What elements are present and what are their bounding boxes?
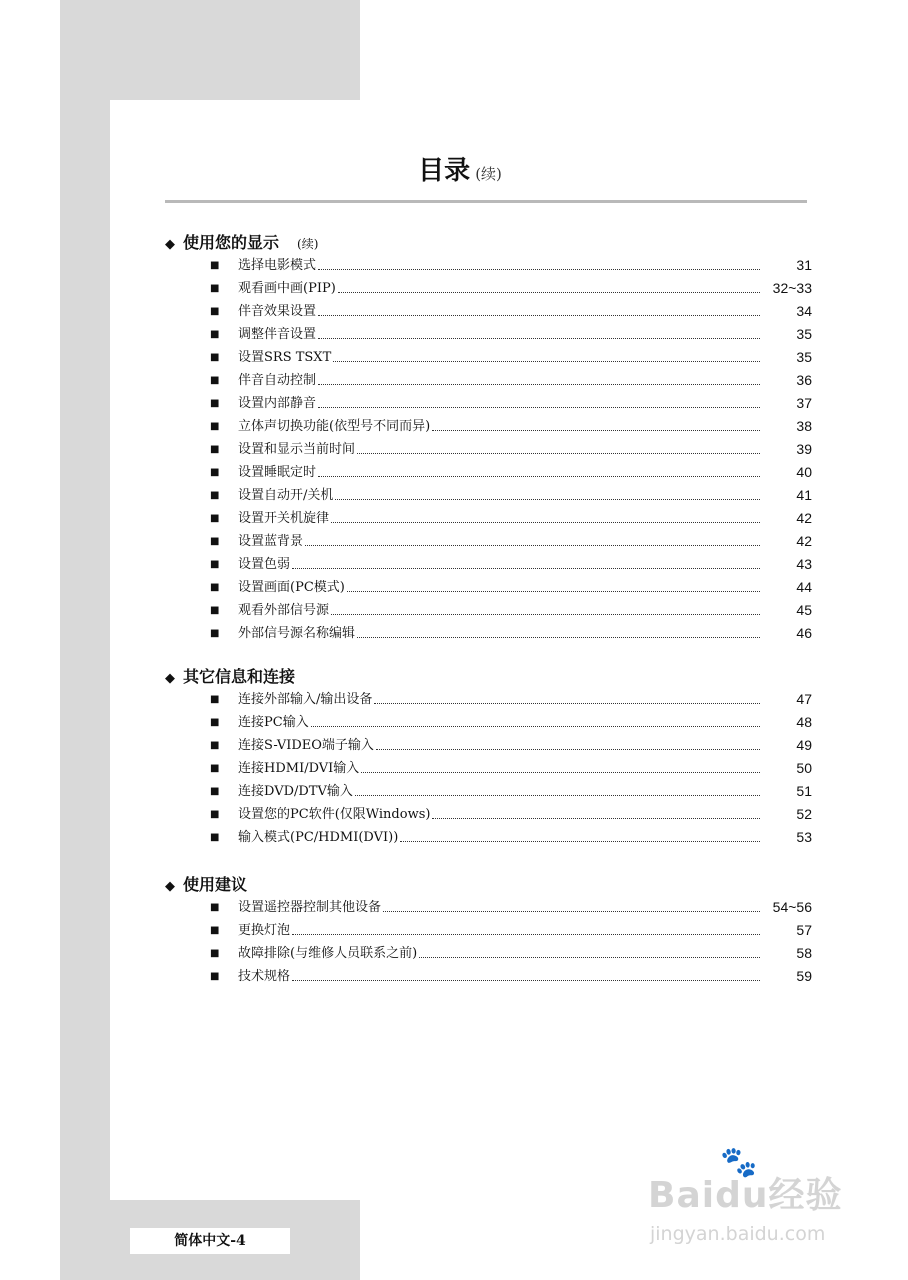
toc-entry[interactable] [210,484,812,507]
dot-leader [311,725,760,727]
dot-leader [292,933,760,935]
toc-entry[interactable] [210,530,812,553]
dot-leader [383,910,760,912]
toc-entry-label: 观看画中画(PIP) [238,281,336,296]
watermark-url: jingyan.baidu.com [650,1223,826,1245]
toc-entry-label: 调整伴音设置 [238,327,317,342]
toc-entry[interactable] [210,553,812,576]
toc-entry[interactable] [210,392,812,415]
toc-entry-label: 输入模式(PC/HDMI(DVI)) [238,830,399,845]
toc-entry-label: 设置您的PC软件(仅限Windows) [238,807,431,822]
toc-entry-page: 51 [796,783,812,799]
toc-entry-page: 35 [796,326,812,342]
square-bullet-icon: ■ [210,375,220,386]
square-bullet-icon: ■ [210,740,220,751]
toc-entry[interactable] [210,254,812,277]
section-heading-text: 使用建议 [183,875,248,894]
toc-entry[interactable] [210,415,812,438]
toc-entry-page: 48 [796,714,812,730]
toc-entry-page: 57 [796,922,812,938]
toc-entry-page: 36 [796,372,812,388]
square-bullet-icon: ■ [210,329,220,340]
toc-entry[interactable] [210,711,812,734]
dot-leader [318,475,760,477]
square-bullet-icon: ■ [210,283,220,294]
section-heading [165,665,295,689]
paw-logo-icon: 🐾 [720,1145,758,1180]
background-band-left [60,100,110,1280]
toc-entry-page: 41 [796,487,812,503]
dot-leader [400,840,760,842]
dot-leader [432,817,760,819]
dot-leader [432,429,760,431]
footer-page-label: 简体中文-4 [130,1228,290,1254]
toc-entry-page: 37 [796,395,812,411]
toc-entry[interactable] [210,599,812,622]
square-bullet-icon: ■ [210,513,220,524]
toc-entry-page: 42 [796,510,812,526]
dot-leader [292,567,760,569]
diamond-icon: ◆ [165,879,175,894]
square-bullet-icon: ■ [210,948,220,959]
page-title-continued: (续) [475,165,502,183]
toc-entry-label: 设置内部静音 [238,396,317,411]
toc-entry[interactable] [210,461,812,484]
toc-entry-label: 设置自动开/关机 [238,488,334,503]
dot-leader [357,452,760,454]
toc-entry-label: 伴音效果设置 [238,304,317,319]
toc-entry[interactable] [210,688,812,711]
dot-leader [292,979,760,981]
toc-entry-page: 47 [796,691,812,707]
toc-entry-label: 设置和显示当前时间 [238,442,356,457]
square-bullet-icon: ■ [210,717,220,728]
dot-leader [338,291,760,293]
section-heading-text: 使用您的显示 [183,233,280,252]
dot-leader [331,613,760,615]
section-heading [165,873,247,897]
square-bullet-icon: ■ [210,582,220,593]
square-bullet-icon: ■ [210,902,220,913]
toc-entry-page: 31 [796,257,812,273]
toc-entry[interactable] [210,780,812,803]
toc-entry-page: 39 [796,441,812,457]
toc-entry-label: 设置SRS TSXT [238,350,332,365]
toc-entry-label: 连接PC输入 [238,715,309,730]
toc-entry-label: 伴音自动控制 [238,373,317,388]
toc-entry[interactable] [210,438,812,461]
dot-leader [374,702,760,704]
toc-entry[interactable] [210,757,812,780]
toc-entry-page: 49 [796,737,812,753]
square-bullet-icon: ■ [210,809,220,820]
dot-leader [347,590,760,592]
toc-entry-page: 43 [796,556,812,572]
square-bullet-icon: ■ [210,467,220,478]
toc-entry[interactable] [210,277,812,300]
dot-leader [361,771,760,773]
square-bullet-icon: ■ [210,352,220,363]
dot-leader [318,314,760,316]
toc-entry-page: 52 [796,806,812,822]
toc-entry-page: 38 [796,418,812,434]
toc-entry-label: 选择电影模式 [238,258,317,273]
toc-entry[interactable] [210,300,812,323]
toc-entry-label: 技术规格 [238,969,291,984]
toc-entry-label: 故障排除(与维修人员联系之前) [238,946,418,961]
toc-entry[interactable] [210,346,812,369]
toc-entry-label: 设置睡眠定时 [238,465,317,480]
square-bullet-icon: ■ [210,421,220,432]
toc-entry-page: 59 [796,968,812,984]
dot-leader [333,360,760,362]
toc-entry[interactable] [210,826,812,849]
toc-entry-page: 58 [796,945,812,961]
dot-leader [331,521,760,523]
toc-entry-page: 34 [796,303,812,319]
toc-entry-label: 连接S-VIDEO端子输入 [238,738,374,753]
toc-entry-page: 53 [796,829,812,845]
toc-entry-page: 50 [796,760,812,776]
square-bullet-icon: ■ [210,605,220,616]
toc-entry-page: 32~33 [772,280,812,296]
square-bullet-icon: ■ [210,559,220,570]
toc-entry-label: 连接HDMI/DVI输入 [238,761,360,776]
toc-entry-label: 设置开关机旋律 [238,511,330,526]
page-title-main: 目录 [418,156,471,186]
toc-entry-page: 35 [796,349,812,365]
dot-leader [335,498,760,500]
toc-entry[interactable] [210,734,812,757]
diamond-icon: ◆ [165,671,175,686]
square-bullet-icon: ■ [210,536,220,547]
dot-leader [318,383,760,385]
square-bullet-icon: ■ [210,694,220,705]
toc-entry-label: 连接外部输入/输出设备 [238,692,373,707]
toc-entry[interactable] [210,965,812,988]
dot-leader [318,268,760,270]
section-heading-continued: (续) [297,237,319,251]
square-bullet-icon: ■ [210,260,220,271]
square-bullet-icon: ■ [210,398,220,409]
square-bullet-icon: ■ [210,444,220,455]
toc-entry-label: 设置画面(PC模式) [238,580,345,595]
square-bullet-icon: ■ [210,925,220,936]
square-bullet-icon: ■ [210,786,220,797]
section-heading [165,231,318,255]
toc-entry[interactable] [210,576,812,599]
dot-leader [355,794,760,796]
toc-entry[interactable] [210,622,812,645]
square-bullet-icon: ■ [210,628,220,639]
toc-entry-label: 设置蓝背景 [238,534,304,549]
toc-entry-label: 更换灯泡 [238,923,291,938]
square-bullet-icon: ■ [210,971,220,982]
toc-entry-page: 42 [796,533,812,549]
toc-entry-label: 立体声切换功能(依型号不同而异) [238,419,431,434]
toc-entry[interactable] [210,323,812,346]
toc-entry-page: 54~56 [772,899,812,915]
toc-entry-page: 44 [796,579,812,595]
dot-leader [318,406,760,408]
toc-entry[interactable] [210,942,812,965]
dot-leader [419,956,760,958]
diamond-icon: ◆ [165,237,175,252]
toc-entry-page: 46 [796,625,812,641]
dot-leader [305,544,760,546]
square-bullet-icon: ■ [210,490,220,501]
dot-leader [357,636,760,638]
section-heading-text: 其它信息和连接 [183,667,296,686]
dot-leader [318,337,760,339]
baidu-watermark [640,1145,900,1265]
toc-entry-label: 设置色弱 [238,557,291,572]
toc-entry[interactable] [210,896,812,919]
toc-entry-page: 45 [796,602,812,618]
toc-entry-label: 观看外部信号源 [238,603,330,618]
toc-entry-label: 连接DVD/DTV输入 [238,784,353,799]
square-bullet-icon: ■ [210,763,220,774]
toc-entry-page: 40 [796,464,812,480]
toc-entry-label: 外部信号源名称编辑 [238,626,356,641]
toc-entry[interactable] [210,919,812,942]
watermark-brand: Baidu经验 [648,1175,843,1216]
square-bullet-icon: ■ [210,306,220,317]
page-title [110,150,810,187]
dot-leader [376,748,760,750]
toc-entry-label: 设置遥控器控制其他设备 [238,900,382,915]
toc-entry[interactable] [210,369,812,392]
title-divider [165,200,807,203]
square-bullet-icon: ■ [210,832,220,843]
toc-entry[interactable] [210,507,812,530]
background-band-top [60,0,360,100]
toc-entry[interactable] [210,803,812,826]
